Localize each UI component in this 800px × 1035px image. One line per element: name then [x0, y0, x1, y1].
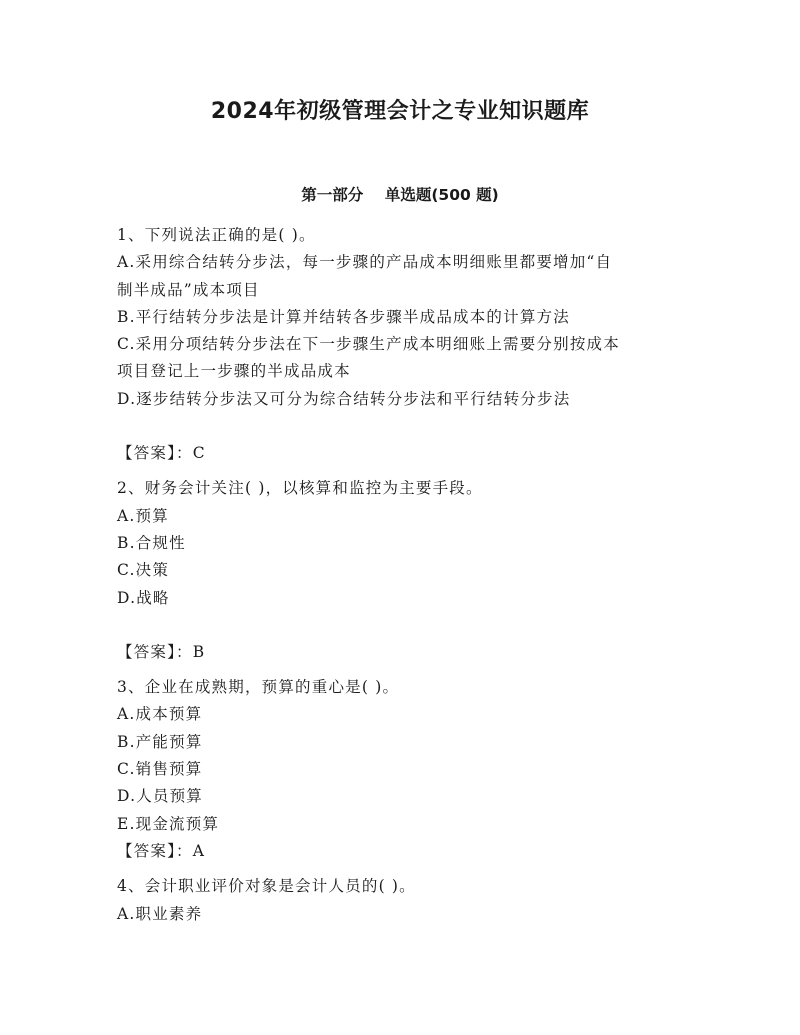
option-d: D.人员预算: [117, 787, 204, 806]
option-a: A.成本预算: [117, 705, 203, 724]
question-stem: 2、财务会计关注( )，以核算和监控为主要手段。: [117, 479, 483, 498]
answer-line: 【答案】：C: [117, 444, 206, 463]
option-a: A.预算: [117, 506, 169, 525]
answer-line: 【答案】：A: [117, 841, 206, 860]
option-d: D.逐步结转分步法又可分为综合结转分步法和平行结转分步法: [117, 389, 571, 408]
option-c: C.销售预算: [117, 760, 203, 779]
option-e: E.现金流预算: [117, 814, 220, 833]
section-title: 第一部分 单选题(500 题): [301, 186, 499, 204]
question-4: [117, 873, 687, 928]
question-3: [117, 674, 687, 865]
question-stem: 1、下列说法正确的是( )。: [117, 226, 316, 244]
document-title: 2024年初级管理会计之专业知识题库: [210, 99, 590, 124]
option-d: D.战略: [117, 588, 170, 607]
option-b: B.合规性: [117, 533, 186, 552]
question-list: [117, 222, 687, 928]
question-stem: 3、企业在成熟期，预算的重心是( )。: [117, 678, 400, 697]
option-a: A.采用综合结转分步法，每一步骤的产品成本明细账里都要增加“自: [117, 253, 613, 272]
option-c: C.决策: [117, 561, 170, 580]
option-b: B.产能预算: [117, 732, 203, 751]
option-c-continued: 项目登记上一步骤的半成品成本: [117, 362, 351, 381]
option-b: B.平行结转分步法是计算并结转各步骤半成品成本的计算方法: [117, 307, 570, 326]
question-stem: 4、会计职业评价对象是会计人员的( )。: [117, 877, 416, 896]
question-2: [117, 475, 687, 666]
option-c: C.采用分项结转分步法在下一步骤生产成本明细账上需要分别按成本: [117, 335, 620, 354]
question-1: [117, 222, 687, 467]
option-a-continued: 制半成品”成本项目: [117, 280, 260, 299]
option-a: A.职业素养: [117, 904, 203, 923]
answer-line: 【答案】：B: [117, 642, 206, 661]
